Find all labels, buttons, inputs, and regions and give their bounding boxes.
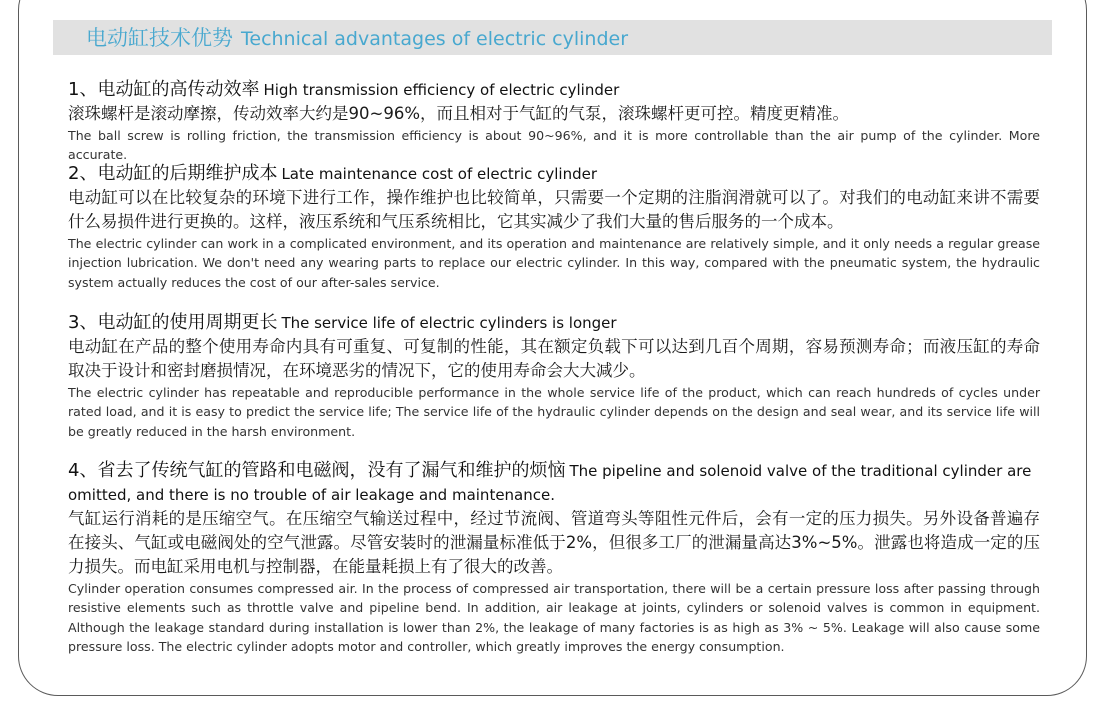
section-service-life bbox=[68, 311, 1040, 441]
section-heading bbox=[68, 311, 1040, 335]
section-body-en: The electric cylinder has repeatable and reproducible performance in the whole service life of the product, which can reach hundreds of cycles under rated load, and it is easy to predict the service life; The service life of the hydraulic cylinder depends on the design and seal wear, and its service life will be greatly reduced in the harsh environment. bbox=[68, 385, 1040, 439]
section-efficiency bbox=[68, 78, 1040, 165]
section-heading bbox=[68, 162, 1040, 186]
section-body-cn: 电动缸在产品的整个使用寿命内具有可重复、可复制的性能，其在额定负载下可以达到几百个周期，容易预测寿命；而液压缸的寿命取决于设计和密封磨损情况，在环境恶劣的情况下，它的使用寿命会大大减少。 bbox=[68, 337, 1040, 380]
section-heading-cn: 1、电动缸的高传动效率 bbox=[68, 79, 260, 100]
page-title bbox=[86, 26, 628, 51]
section-body-cn: 滚珠螺杆是滚动摩擦，传动效率大约是90~96%，而且相对于气缸的气泵，滚珠螺杆更可控。精度更精准。 bbox=[68, 104, 849, 123]
section-heading-en: Late maintenance cost of electric cylinder bbox=[281, 165, 598, 183]
section-heading bbox=[68, 78, 1040, 102]
section-no-leakage bbox=[68, 459, 1040, 657]
section-heading-cn: 2、电动缸的后期维护成本 bbox=[68, 163, 278, 184]
section-heading bbox=[68, 459, 1040, 507]
section-body-en: The ball screw is rolling friction, the transmission efficiency is about 90~96%, and it is more controllable than the air pump of the cylinder. More accurate. bbox=[68, 128, 1040, 163]
section-maintenance bbox=[68, 162, 1040, 292]
section-body-cn: 电动缸可以在比较复杂的环境下进行工作，操作维护也比较简单，只需要一个定期的注脂润滑就可以了。对我们的电动缸来讲不需要什么易损件进行更换的。这样，液压系统和气压系统相比，它其实减少了我们大量的售后服务的一个成本。 bbox=[68, 188, 1040, 231]
section-heading-en: High transmission efficiency of electric cylinder bbox=[263, 81, 620, 99]
section-body-en: The electric cylinder can work in a complicated environment, and its operation and maintenance are relatively simple, and it only needs a regular grease injection lubrication. We don't need any wearing parts to replace our electric cylinder. In this way, compared with the pneumatic system, the hydraulic system actually reduces the cost of our after-sales service. bbox=[68, 236, 1040, 290]
section-heading-cn: 4、省去了传统气缸的管路和电磁阀，没有了漏气和维护的烦恼 bbox=[68, 460, 566, 481]
page-title-cn: 电动缸技术优势 bbox=[86, 26, 233, 50]
section-body-cn: 气缸运行消耗的是压缩空气。在压缩空气输送过程中，经过节流阀、管道弯头等阻性元件后，会有一定的压力损失。另外设备普遍存在接头、气缸或电磁阀处的空气泄露。尽管安装时的泄漏量标准低于2%，但很多工厂的泄漏量高达3%~5%。泄露也将造成一定的压力损失。而电缸采用电机与控制器，在能量耗损上有了很大的改善。 bbox=[68, 509, 1040, 576]
section-heading-en: The pipeline and solenoid valve of the traditional cylinder are omitted, and there is no trouble of air leakage and maintenance. bbox=[68, 462, 1032, 504]
page-title-en: Technical advantages of electric cylinder bbox=[241, 28, 629, 50]
section-heading-en: The service life of electric cylinders is longer bbox=[281, 314, 617, 332]
section-heading-cn: 3、电动缸的使用周期更长 bbox=[68, 312, 278, 333]
section-body-en: Cylinder operation consumes compressed air. In the process of compressed air transportation, there will be a certain pressure loss after passing through resistive elements such as throttle valve and pipeline bend. In addition, air leakage at joints, cylinders or solenoid valves is common in equipment. Although the leakage standard during installation is lower than 2%, the leakage of many factories is as high as 3% ~ 5%. Leakage will also cause some pressure loss. The electric cylinder adopts motor and controller, which greatly improves the energy consumption. bbox=[68, 581, 1040, 655]
